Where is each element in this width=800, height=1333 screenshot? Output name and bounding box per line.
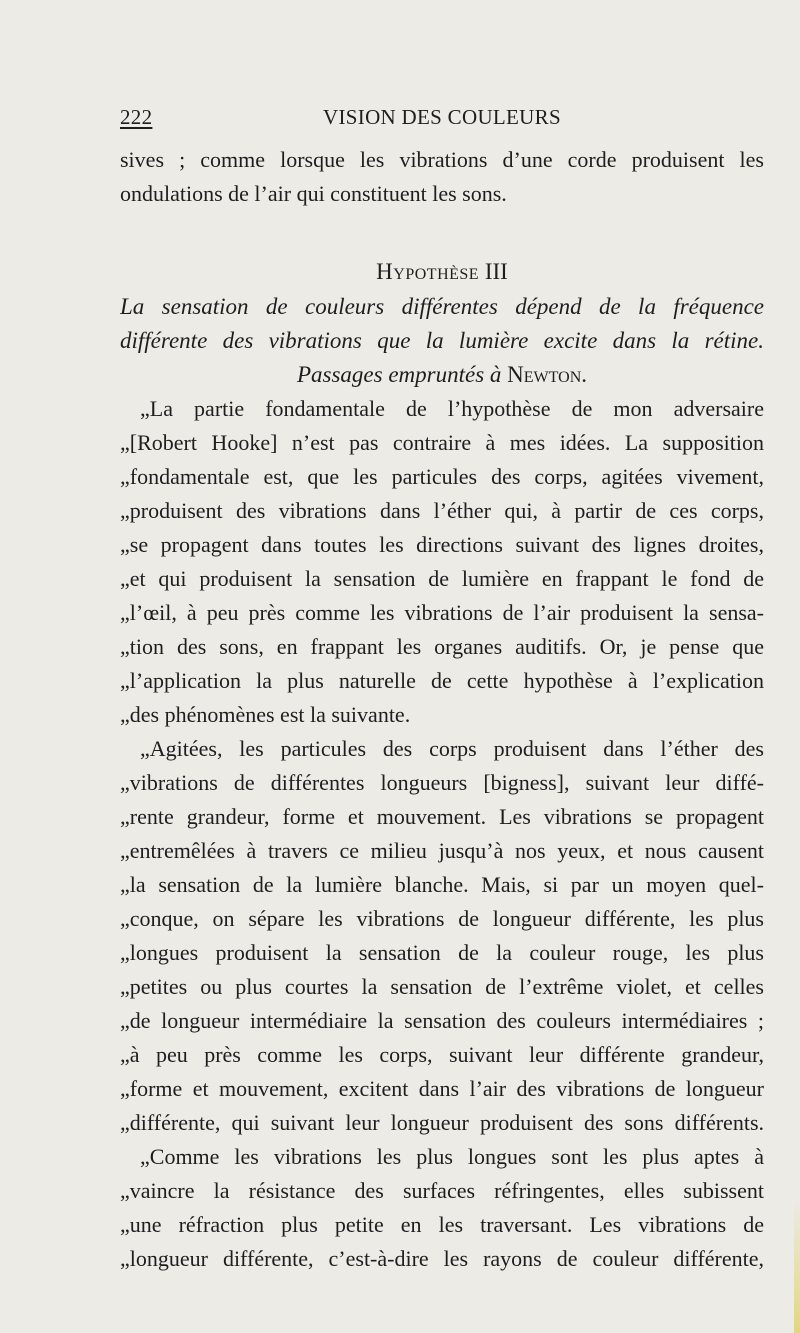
text-line: „produisent des vibrations dans l’éther qui, à partir de ces corps,	[120, 498, 764, 523]
text-line: „tion des sons, en frappant les organes auditifs. Or, je pense que	[120, 634, 764, 659]
text-line: „forme et mouvement, excitent dans l’air des vibrations de longueur	[120, 1076, 764, 1101]
running-title: VISION DES COULEURS	[323, 105, 561, 129]
source-author: Newton.	[507, 362, 588, 387]
text-line: „de longueur intermédiaire la sensation des couleurs intermédiaires ;	[120, 1008, 764, 1033]
text-line: „l’œil, à peu près comme les vibrations de l’air produisent la sensa-	[120, 600, 764, 625]
text-line: „Agitées, les particules des corps produisent dans l’éther des	[140, 736, 764, 761]
text-line: „l’application la plus naturelle de cette hypothèse à l’explication	[120, 668, 764, 693]
quotation-body	[120, 392, 764, 1276]
section-subtitle	[120, 290, 764, 392]
text-line: „vaincre la résistance des surfaces réfringentes, elles subissent	[120, 1178, 764, 1203]
text-line: „longueur différente, c’est-à-dire les rayons de couleur différente,	[120, 1246, 764, 1271]
page-header	[120, 105, 764, 135]
text-line: „longues produisent la sensation de la couleur rouge, les plus	[120, 940, 764, 965]
subtitle-line: différente des vibrations que la lumière excite dans la rétine.	[120, 328, 764, 353]
heading-number: III	[484, 259, 508, 284]
text-line: „se propagent dans toutes les directions suivant des lignes droites,	[120, 532, 764, 557]
intro-paragraph	[120, 143, 764, 211]
text-line: „rente grandeur, forme et mouvement. Les vibrations se propagent	[120, 804, 764, 829]
page-number: 222	[120, 105, 153, 129]
text-line: „conque, on sépare les vibrations de longueur différente, les plus	[120, 906, 764, 931]
text-line: „une réfraction plus petite en les traversant. Les vibrations de	[120, 1212, 764, 1237]
text-line: „Comme les vibrations les plus longues sont les plus aptes à	[140, 1144, 764, 1169]
text-line: sives ; comme lorsque les vibrations d’une corde produisent les	[120, 147, 764, 172]
heading-word: Hypothèse	[376, 259, 480, 284]
text-line: ondulations de l’air qui constituent les sons.	[120, 181, 507, 206]
text-line: „et qui produisent la sensation de lumière en frappant le fond de	[120, 566, 764, 591]
text-line: „à peu près comme les corps, suivant leur différente grandeur,	[120, 1042, 764, 1067]
text-line: „entremêlées à travers ce milieu jusqu’à nos yeux, et nous causent	[120, 838, 764, 863]
text-line: „petites ou plus courtes la sensation de l’extrême violet, et celles	[120, 974, 764, 999]
page-edge-stain	[794, 1200, 800, 1333]
text-line: „La partie fondamentale de l’hypothèse de mon adversaire	[140, 396, 764, 421]
section-heading	[120, 255, 764, 289]
text-line: „la sensation de la lumière blanche. Mais, si par un moyen quel-	[120, 872, 764, 897]
text-line: „différente, qui suivant leur longueur produisent des sons différents.	[120, 1110, 764, 1135]
source-line	[120, 358, 764, 392]
source-prefix: Passages empruntés à	[296, 362, 502, 387]
text-line: „vibrations de différentes longueurs [bigness], suivant leur diffé-	[120, 770, 764, 795]
text-line: „[Robert Hooke] n’est pas contraire à mes idées. La supposition	[120, 430, 764, 455]
text-line: „fondamentale est, que les particules des corps, agitées vivement,	[120, 464, 764, 489]
subtitle-line: La sensation de couleurs différentes dépend de la fréquence	[120, 294, 764, 319]
text-line: „des phénomènes est la suivante.	[120, 702, 411, 727]
